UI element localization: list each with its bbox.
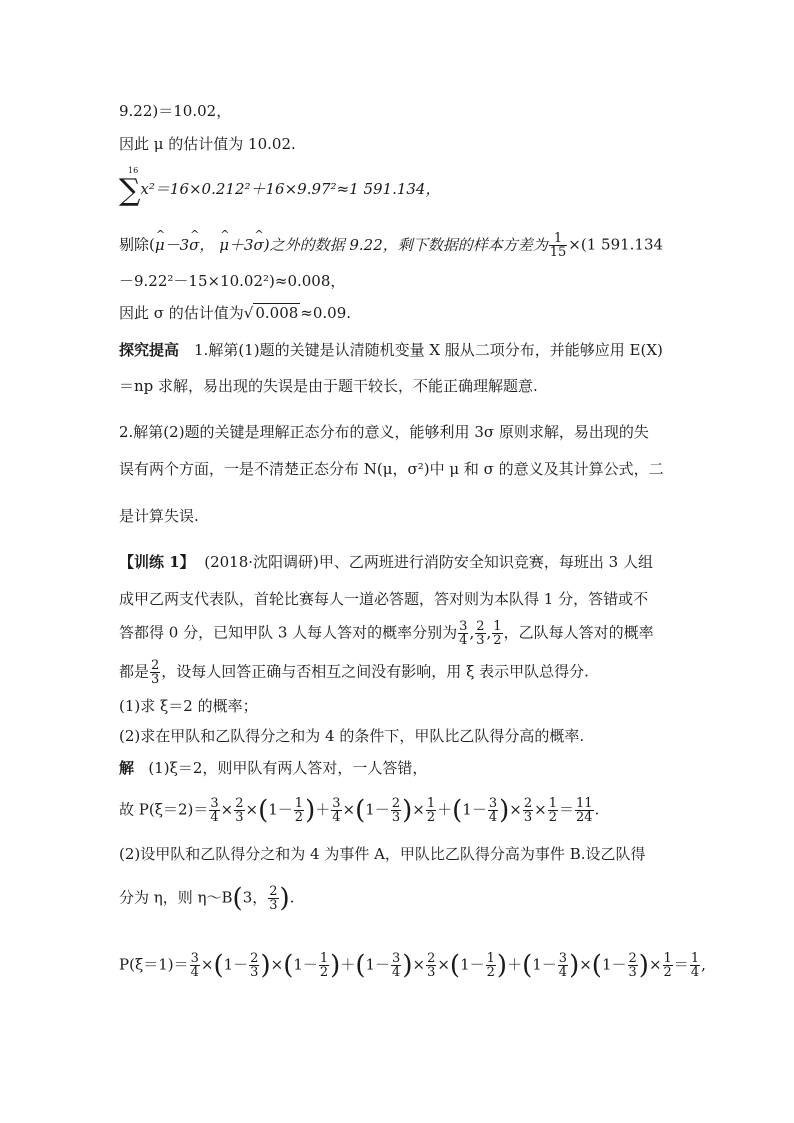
fraction: $\frac{3}{4}$ bbox=[488, 796, 498, 825]
hat-mu: ^ μ＋3 bbox=[219, 234, 253, 256]
text-line bbox=[119, 339, 663, 361]
text-span: (1)ξ＝2，则甲队有两人答对，一人答错， bbox=[148, 759, 428, 777]
text-line: －9.22²－15×10.02²)≈0.008， bbox=[119, 272, 346, 290]
section-label: 【训练 1】 bbox=[119, 553, 195, 571]
fraction: $\frac{3}{4}$ bbox=[459, 619, 468, 648]
text-span: 答都得 0 分，已知甲队 3 人每人答对的概率分别为 bbox=[119, 623, 458, 642]
fraction: $\frac{11}{24}$ bbox=[576, 796, 593, 825]
fraction: $\frac{1}{2}$ bbox=[294, 796, 304, 825]
text-span: 都是 bbox=[119, 662, 150, 681]
fraction: $\frac{2}{3}$ bbox=[235, 796, 244, 825]
text-line: 因此 σ 的估计值为√ 0.008 ≈0.09. bbox=[119, 304, 352, 322]
fraction: $\frac{3}{4}$ bbox=[210, 796, 219, 825]
sqrt-value: 0.008 bbox=[255, 304, 299, 322]
text-line: 误有两个方面，一是不清楚正态分布 N(μ，σ²)中 μ 和 σ 的意义及其计算公式，二 bbox=[119, 460, 664, 478]
fraction: $\frac{2}{3}$ bbox=[476, 619, 485, 648]
section-label: 探究提高 bbox=[119, 341, 180, 359]
text-line bbox=[119, 757, 427, 779]
fraction: $\frac{3}{4}$ bbox=[558, 951, 568, 980]
fraction: $\frac{1}{2}$ bbox=[493, 619, 502, 648]
fraction: $\frac{2}{3}$ bbox=[269, 884, 278, 913]
text-line: ＝np 求解，易出现的失误是由于题干较长，不能正确理解题意. bbox=[119, 377, 538, 395]
fraction: $\frac{3}{4}$ bbox=[332, 796, 341, 825]
fraction: $\frac{2}{3}$ bbox=[523, 796, 533, 825]
text-span: ，乙队每人答对的概率 bbox=[503, 623, 654, 642]
text-line bbox=[119, 232, 663, 259]
text-line bbox=[119, 659, 589, 686]
fraction: $\frac{1}{4}$ bbox=[690, 951, 700, 980]
formula-line: P(ξ＝1)＝ $\frac{3}{4}$ ×(1－ $\frac{2}{3}$ )×(1－ $\frac{1}{2}$ )＋(1－ $\frac{3}{4}$ )× $\frac{2}{3}$ ×(1－ $\frac{1}{2}$ )＋(1－ $\frac{3}{4}$ )×(1－ $\frac{2}{3}$ )× $\frac{1}{2}$ ＝ $\frac{1}{4}$ , bbox=[119, 950, 706, 981]
sum-upper-limit: 16 bbox=[128, 166, 139, 175]
text-span: 1.解第(1)题的关键是认清随机变量 X 服从二项分布，并能够应用 E(X) bbox=[179, 341, 663, 359]
text-span: 因此 σ 的估计值为 bbox=[119, 304, 244, 322]
hat-sigma: ^ σ)之外的数据 9.22，剩下数据的样本方差为 bbox=[253, 234, 547, 256]
text-span: 剔除( bbox=[119, 235, 155, 254]
text-line: 成甲乙两支代表队，首轮比赛每人一道必答题，答对则为本队得 1 分，答错或不 bbox=[119, 590, 649, 608]
text-line: 因此 μ 的估计值为 10.02. bbox=[119, 135, 296, 153]
text-span: ×(1 591.134 bbox=[568, 235, 664, 254]
text-span: (2018·沈阳调研)甲、乙两班进行消防安全知识竞赛，每班出 3 人组 bbox=[204, 553, 653, 571]
text-line: (2)设甲队和乙队得分之和为 4 为事件 A，甲队比乙队得分高为事件 B.设乙队得 bbox=[119, 845, 646, 863]
hat-sigma: ^ σ， bbox=[189, 234, 214, 256]
text-span: P(ξ＝1)＝ bbox=[119, 955, 189, 974]
fraction: $\frac{2}{3}$ bbox=[628, 951, 637, 980]
hat-mu: ^ μ－3 bbox=[155, 234, 189, 256]
text-line: 分为 η，则 η～B(3， $\frac{2}{3}$ ). bbox=[119, 883, 295, 914]
fraction: $\frac{3}{4}$ bbox=[392, 951, 401, 980]
fraction: $\frac{1}{2}$ bbox=[319, 951, 329, 980]
text-line: 答都得 0 分，已知甲队 3 人每人答对的概率分别为 $\frac{3}{4}$ , $\frac{2}{3}$ , $\frac{1}{2}$ ，乙队每人答对的概率 bbox=[119, 619, 654, 648]
sum-formula bbox=[119, 166, 441, 208]
text-span: ，设每人回答正确与否相互之间没有影响，用 ξ 表示甲队总得分. bbox=[161, 662, 589, 681]
fraction: $\frac{2}{3}$ bbox=[427, 951, 436, 980]
fraction: $\frac{2}{3}$ bbox=[391, 796, 401, 825]
section-label: 解 bbox=[119, 759, 135, 777]
text-line bbox=[119, 551, 653, 573]
fraction: $\frac{1}{2}$ bbox=[426, 796, 436, 825]
text-span: 故 P(ξ＝2)＝ bbox=[119, 800, 209, 819]
sum-expression: x²＝16×0.212²＋16×9.97²≈1 591.134， bbox=[140, 180, 441, 198]
sigma-symbol: ∑ bbox=[119, 173, 141, 208]
fraction: $\frac{1}{2}$ bbox=[663, 951, 672, 980]
text-line: 是计算失误. bbox=[119, 507, 199, 525]
fraction: $\frac{1}{2}$ bbox=[486, 951, 495, 980]
fraction: $\frac{1}{2}$ bbox=[548, 796, 557, 825]
fraction: $\frac{2}{3}$ bbox=[151, 658, 160, 687]
fraction: $\frac{1}{15}$ bbox=[549, 231, 567, 260]
text-line: 9.22)＝10.02， bbox=[119, 102, 232, 120]
text-line: 2.解第(2)题的关键是理解正态分布的意义，能够利用 3σ 原则求解，易出现的失 bbox=[119, 423, 649, 441]
formula-line: 故 P(ξ＝2)＝ $\frac{3}{4}$ × $\frac{2}{3}$ ×(1－ $\frac{1}{2}$ )＋ $\frac{3}{4}$ ×(1－ $\frac{2}{3}$ )× $\frac{1}{2}$ ＋(1－ $\frac{3}{4}$ )× $\frac{2}{3}$ × $\frac{1}{2}$ ＝ $\frac{11}{24}$ . bbox=[119, 795, 600, 826]
text-line: (2)求在甲队和乙队得分之和为 4 的条件下，甲队比乙队得分高的概率. bbox=[119, 727, 585, 745]
text-line: (1)求 ξ＝2 的概率； bbox=[119, 697, 258, 715]
text-span: ≈0.09. bbox=[300, 304, 352, 322]
fraction: $\frac{3}{4}$ bbox=[190, 951, 199, 980]
text-span: 分为 η，则 η～B bbox=[119, 888, 233, 907]
fraction: $\frac{2}{3}$ bbox=[250, 951, 259, 980]
